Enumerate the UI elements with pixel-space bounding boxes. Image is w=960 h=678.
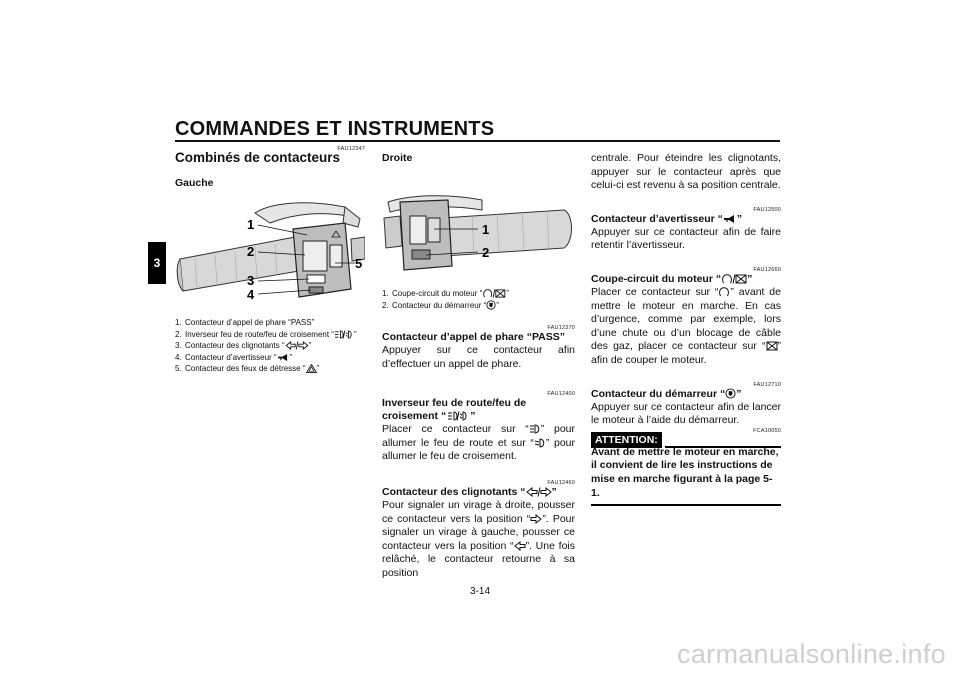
left-switch-figure (175, 193, 365, 311)
caption-item: 4. Contacteur d’avertisseur “ ” (175, 352, 293, 362)
middle-column (382, 146, 575, 581)
horn-body: Appuyer sur ce contacteur afin de faire retentir l’avertisseur. (591, 225, 781, 252)
dimmer-heading: Inverseur feu de route/feu de croisement “ ” (382, 397, 527, 423)
callout-1: 1 (247, 217, 255, 232)
turn-body-continued: centrale. Pour éteindre les clignotants, appuyer sur le contacteur après que celui-ci est revenu à sa position centrale. (591, 152, 781, 192)
starter-icon (486, 300, 496, 310)
callout-4: 4 (247, 287, 255, 302)
caption-item: 1. Contacteur d’appel de phare “PASS” (175, 318, 315, 327)
section-code: FAU12710 (753, 381, 781, 388)
section-title: Combinés de contacteurs (175, 150, 341, 165)
left-handlebar-illustration (175, 193, 365, 311)
section-code: FAU12660 (753, 266, 781, 273)
start-heading: Contacteur du démarreur “ ” (591, 387, 742, 400)
off-icon (766, 341, 778, 351)
section-code: FAU12347 (337, 146, 365, 152)
caption-item: 5. Contacteur des feux de détresse “ ” (175, 364, 320, 373)
turn-arrows-icon (285, 341, 309, 350)
horn-heading: Contacteur d’avertisseur “ ” (591, 212, 743, 225)
attention-text: Avant de mettre le moteur en marche, il convient de lire les instructions de mise en marche figurant à la page 5-1. (591, 445, 779, 499)
section-code: FAU12400 (547, 391, 575, 398)
callout-1: 1 (482, 222, 490, 237)
right-column (591, 152, 781, 506)
right-arrow-icon (530, 514, 542, 524)
kill-heading: Coupe-circuit du moteur “ ” (591, 272, 753, 285)
watermark: carmanualsonline.info (677, 639, 946, 669)
caption-item: 3. Contacteur des clignotants “ ” (175, 341, 312, 350)
beam-icon (334, 330, 354, 339)
starter-icon (725, 388, 736, 399)
start-body: Appuyer sur ce contacteur afin de lancer le moteur à l’aide du démarreur. (591, 400, 781, 427)
callout-2: 2 (247, 244, 255, 259)
attention-label: ATTENTION: (591, 432, 662, 448)
chapter-tab: 3 (148, 242, 166, 284)
right-handlebar-illustration (382, 172, 575, 284)
section-code: FAU12460 (547, 479, 575, 486)
pass-body: Appuyer sur ce contacteur afin d’effectuer un appel de phare. (382, 344, 575, 370)
caption-item: 1. Coupe-circuit du moteur “ ” (382, 289, 509, 298)
run-icon (718, 287, 730, 297)
section-code: FAU12500 (753, 206, 781, 213)
beam-icon (446, 411, 470, 421)
callout-5: 5 (355, 256, 363, 271)
subtitle-gauche: Gauche (175, 177, 214, 189)
section-code: FCA10050 (753, 427, 781, 434)
caption-item: 2. Inverseur feu de route/feu de croisement “ ” (175, 329, 357, 339)
attention-end-rule (591, 504, 781, 506)
page-number: 3-14 (469, 586, 490, 597)
high-beam-icon (529, 424, 541, 434)
left-arrow-icon (514, 541, 526, 551)
callout-3: 3 (247, 273, 255, 288)
low-beam-icon (534, 438, 546, 448)
left-caption-list (175, 317, 365, 375)
caption-item: 2. Contacteur du démarreur “ ” (382, 300, 499, 310)
horn-icon (723, 214, 737, 224)
turn-arrows-icon (526, 487, 552, 497)
left-column (175, 146, 365, 375)
attention-box (591, 427, 781, 506)
pass-heading: Contacteur d’appel de phare “PASS” (382, 331, 566, 343)
callout-2: 2 (482, 245, 490, 260)
horn-icon (277, 353, 290, 362)
header-rule (175, 140, 780, 142)
subtitle-droite: Droite (382, 152, 413, 164)
right-switch-figure (382, 172, 575, 284)
kill-switch-icon (482, 289, 506, 298)
right-caption-list (382, 288, 575, 311)
turn-body: Pour signaler un virage à droite, pousser ce contacteur vers la position “ ”. Pour signaler un virage à gauche, pousser ce contacteur vers la position “ ”. Une fois relâché, le contacteur retourne à sa position (382, 498, 576, 579)
kill-switch-icon (721, 274, 747, 284)
turn-heading: Contacteur des clignotants “ ” (382, 485, 557, 498)
dimmer-body: Placer ce contacteur sur “ ” pour allumer le feu de route et sur “ ” pour allumer le feu de croisement. (382, 423, 575, 463)
kill-body: Placer ce contacteur sur “ ” avant de mettre le moteur en marche. En cas d’urgence, comme par exemple, lors d’une chute ou d’un blocage de câble des gaz, placer ce contacteur sur “ ” afin de couper le moteur. (591, 285, 781, 366)
section-code: FAU12370 (547, 325, 575, 331)
hazard-icon (306, 364, 317, 373)
page-title: COMMANDES ET INSTRUMENTS (175, 118, 495, 140)
